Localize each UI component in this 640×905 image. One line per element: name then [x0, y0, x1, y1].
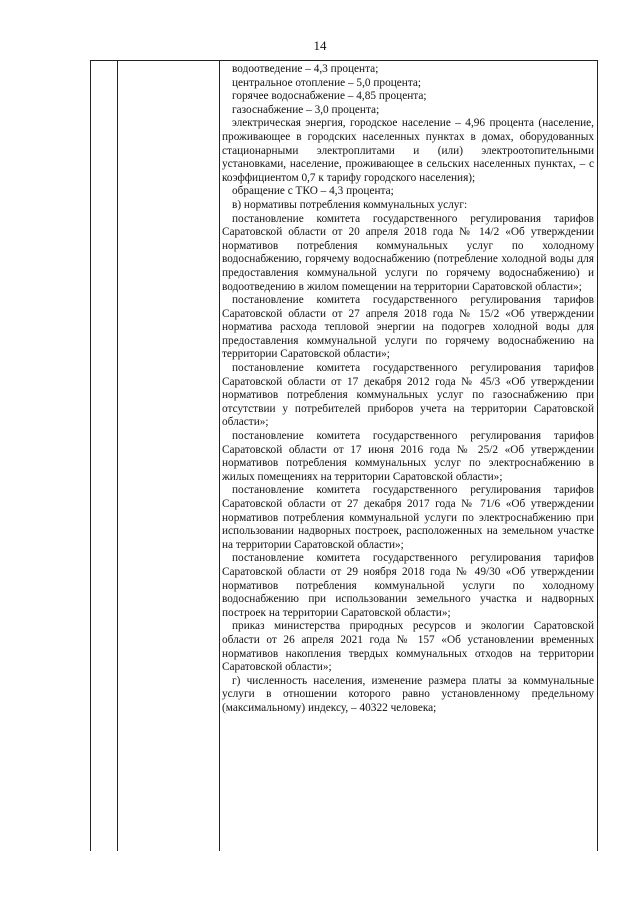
- paragraph: водоотведение – 4,3 процента;: [232, 63, 379, 75]
- paragraph: газоснабжение – 3,0 процента;: [232, 103, 380, 116]
- paragraph: центральное отопление – 5,0 процента;: [232, 76, 422, 89]
- paragraph: постановление комитета государственного регулирования тарифов Саратовской области от 27 апреля 2018 года № 15/2 «Об утверждении норматива расхода тепловой энергии на подогрев холодной воды для предоставления коммунальной услуги по горячему водоснабжению на территории Саратовской области»;: [222, 294, 594, 361]
- table-cell-text: [222, 63, 594, 716]
- paragraph: г) численность населения, изменение размера платы за коммунальные услуги в отношении которого равно установленному предельному (максимальному) индексу, – 40322 человека;: [222, 674, 594, 714]
- paragraph: постановление комитета государственного регулирования тарифов Саратовской области от 27 декабря 2017 года № 71/6 «Об утверждении нормативов потребления коммунальной услуги по электроснабжению при использовании надворных построек, расположенных на земельном участке на территории Саратовской области»;: [222, 484, 594, 551]
- paragraph: приказ министерства природных ресурсов и экологии Саратовской области от 26 апреля 2021 года № 157 «Об установлении временных нормативов накопления твердых коммунальных отходов на территории Саратовской области»;: [222, 620, 594, 674]
- column-divider: [219, 61, 220, 851]
- paragraph: постановление комитета государственного регулирования тарифов Саратовской области от 17 декабря 2012 года № 45/3 «Об утверждении нормативов потребления коммунальных услуг по газоснабжению при отсутствии у потребителей приборов учета на территории Саратовской области»;: [222, 362, 594, 429]
- paragraph: постановление комитета государственного регулирования тарифов Саратовской области от 29 ноября 2018 года № 49/30 «Об утверждении нормативов потребления коммунальной услуги по холодному водоснабжению при использовании земельного участка и надворных построек на территории Саратовской области»;: [222, 552, 594, 619]
- page-number: 14: [313, 38, 327, 53]
- paragraph: постановление комитета государственного регулирования тарифов Саратовской области от 17 июня 2016 года № 25/2 «Об утверждении нормативов потребления коммунальных услуг по электроснабжению в жилых помещениях на территории Саратовской области»;: [222, 430, 594, 483]
- paragraph: горячее водоснабжение – 4,85 процента;: [232, 90, 427, 103]
- paragraph: обращение с ТКО – 4,3 процента;: [232, 185, 394, 198]
- paragraph: постановление комитета государственного регулирования тарифов Саратовской области от 20 апреля 2018 года № 14/2 «Об утверждении нормативов потребления коммунальных услуг по холодному водоснабжению, горячему водоснабжению (потребление холодной воды для предоставления коммунальной услуги по горячему водоснабжению) и водоотведению в жилом помещении на территории Саратовской области»;: [222, 212, 594, 293]
- column-divider: [117, 61, 118, 851]
- paragraph: электрическая энергия, городское население – 4,96 процента (население, проживающее в городских населенных пунктах в домах, оборудованных стационарными электроплитами и (или) электроотопительными установками, население, проживающее в сельских населенных пунктах, – с коэффициентом 0,7 к тарифу городского населения);: [222, 117, 594, 184]
- document-table: [90, 60, 598, 851]
- paragraph: в) нормативы потребления коммунальных услуг:: [232, 198, 468, 211]
